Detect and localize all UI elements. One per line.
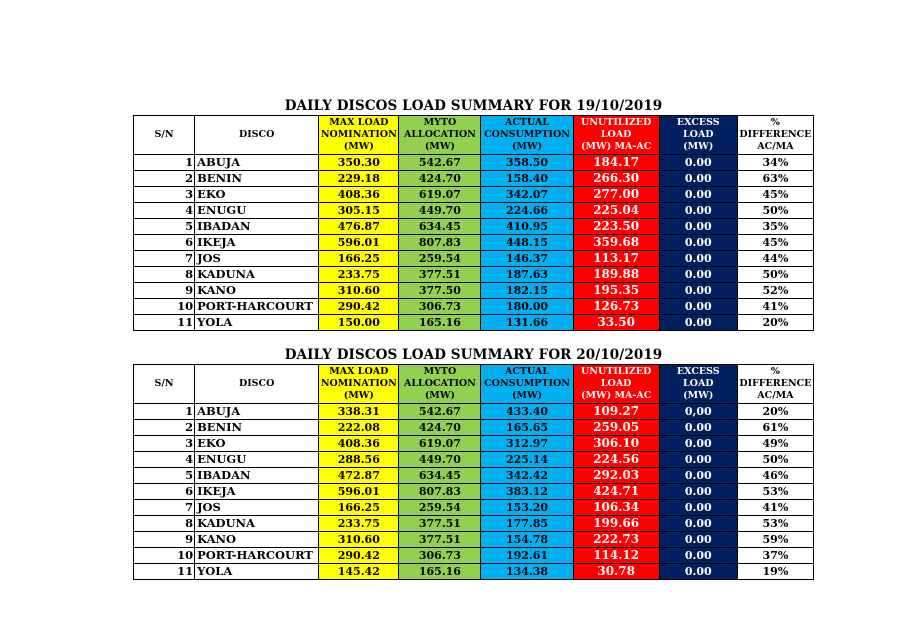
cell-myto: 377.51 [399, 516, 481, 532]
cell-disco: YOLA [195, 315, 319, 331]
cell-actual: 192.61 [481, 548, 573, 564]
header-actual: ACTUAL CONSUMPTION (MW) [481, 116, 573, 155]
cell-excess: 0.00 [659, 468, 737, 484]
cell-unutilized: 277.00 [573, 187, 659, 203]
table-row [134, 299, 814, 315]
cell-unutilized: 109.27 [573, 404, 659, 420]
cell-unutilized: 33.50 [573, 315, 659, 331]
cell-difference: 20% [737, 404, 813, 420]
cell-excess: 0.00 [659, 203, 737, 219]
cell-myto: 165.16 [399, 564, 481, 580]
cell-sn: 2 [134, 171, 195, 187]
cell-difference: 59% [737, 532, 813, 548]
cell-unutilized: 113.17 [573, 251, 659, 267]
cell-max-load: 338.31 [319, 404, 399, 420]
cell-difference: 52% [737, 283, 813, 299]
cell-actual: 154.78 [481, 532, 573, 548]
cell-actual: 165.65 [481, 420, 573, 436]
cell-actual: 146.37 [481, 251, 573, 267]
cell-excess: 0.00 [659, 532, 737, 548]
cell-myto: 807.83 [399, 235, 481, 251]
cell-max-load: 166.25 [319, 251, 399, 267]
header-excess: EXCESS LOAD (MW) [659, 116, 737, 155]
cell-disco: IKEJA [195, 484, 319, 500]
table-row [134, 468, 814, 484]
cell-sn: 4 [134, 203, 195, 219]
cell-myto: 449.70 [399, 452, 481, 468]
load-summary-table [133, 115, 814, 331]
cell-myto: 306.73 [399, 548, 481, 564]
cell-disco: EKO [195, 436, 319, 452]
table-row [134, 548, 814, 564]
header-unutilized: UNUTILIZED LOAD (MW) MA-AC [573, 116, 659, 155]
cell-excess: 0.00 [659, 420, 737, 436]
cell-unutilized: 106.34 [573, 500, 659, 516]
cell-max-load: 472.87 [319, 468, 399, 484]
cell-max-load: 229.18 [319, 171, 399, 187]
cell-difference: 49% [737, 436, 813, 452]
cell-unutilized: 126.73 [573, 299, 659, 315]
cell-excess: 0,00 [659, 404, 737, 420]
cell-unutilized: 114.12 [573, 548, 659, 564]
cell-max-load: 150.00 [319, 315, 399, 331]
table-row [134, 187, 814, 203]
cell-excess: 0.00 [659, 155, 737, 171]
cell-myto: 377.51 [399, 267, 481, 283]
cell-myto: 377.50 [399, 283, 481, 299]
cell-max-load: 305.15 [319, 203, 399, 219]
cell-unutilized: 30.78 [573, 564, 659, 580]
cell-sn: 6 [134, 484, 195, 500]
cell-sn: 10 [134, 299, 195, 315]
cell-unutilized: 184.17 [573, 155, 659, 171]
summary-block-1 [133, 97, 814, 331]
cell-excess: 0.00 [659, 500, 737, 516]
cell-excess: 0.00 [659, 299, 737, 315]
cell-sn: 6 [134, 235, 195, 251]
cell-difference: 50% [737, 203, 813, 219]
header-disco: DISCO [195, 116, 319, 155]
cell-sn: 4 [134, 452, 195, 468]
table-row [134, 436, 814, 452]
table-body [134, 404, 814, 580]
header-sn: S/N [134, 116, 195, 155]
cell-actual: 225.14 [481, 452, 573, 468]
cell-max-load: 166.25 [319, 500, 399, 516]
table-row [134, 283, 814, 299]
cell-myto: 634.45 [399, 468, 481, 484]
cell-unutilized: 199.66 [573, 516, 659, 532]
cell-difference: 41% [737, 299, 813, 315]
table-row [134, 267, 814, 283]
header-max-load: MAX LOAD NOMINATION (MW) [319, 365, 399, 404]
header-difference: % DIFFERENCE AC/MA [737, 116, 813, 155]
cell-myto: 259.54 [399, 251, 481, 267]
cell-max-load: 596.01 [319, 235, 399, 251]
cell-difference: 45% [737, 187, 813, 203]
cell-actual: 448.15 [481, 235, 573, 251]
cell-excess: 0.00 [659, 516, 737, 532]
table-row [134, 516, 814, 532]
cell-actual: 153.20 [481, 500, 573, 516]
table-row [134, 171, 814, 187]
cell-sn: 9 [134, 283, 195, 299]
cell-actual: 158.40 [481, 171, 573, 187]
table-row [134, 315, 814, 331]
cell-disco: BENIN [195, 171, 319, 187]
cell-max-load: 408.36 [319, 187, 399, 203]
table-row [134, 484, 814, 500]
cell-difference: 63% [737, 171, 813, 187]
cell-unutilized: 424.71 [573, 484, 659, 500]
table-title: DAILY DISCOS LOAD SUMMARY FOR 20/10/2019 [284, 347, 663, 363]
header-max-load: MAX LOAD NOMINATION (MW) [319, 116, 399, 155]
cell-sn: 5 [134, 219, 195, 235]
table-row [134, 404, 814, 420]
cell-excess: 0.00 [659, 452, 737, 468]
cell-excess: 0.00 [659, 283, 737, 299]
header-myto: MYTO ALLOCATION (MW) [399, 365, 481, 404]
table-body [134, 155, 814, 331]
cell-actual: 134.38 [481, 564, 573, 580]
cell-unutilized: 292.03 [573, 468, 659, 484]
cell-sn: 10 [134, 548, 195, 564]
cell-actual: 383.12 [481, 484, 573, 500]
cell-excess: 0.00 [659, 315, 737, 331]
cell-max-load: 408.36 [319, 436, 399, 452]
header-sn: S/N [134, 365, 195, 404]
cell-unutilized: 195.35 [573, 283, 659, 299]
cell-max-load: 233.75 [319, 267, 399, 283]
cell-myto: 377.51 [399, 532, 481, 548]
cell-unutilized: 224.56 [573, 452, 659, 468]
table-row [134, 532, 814, 548]
cell-disco: KANO [195, 532, 319, 548]
cell-unutilized: 225.04 [573, 203, 659, 219]
cell-disco: IKEJA [195, 235, 319, 251]
cell-myto: 807.83 [399, 484, 481, 500]
cell-disco: IBADAN [195, 219, 319, 235]
cell-myto: 424.70 [399, 171, 481, 187]
cell-myto: 634.45 [399, 219, 481, 235]
cell-excess: 0.00 [659, 171, 737, 187]
cell-excess: 0.00 [659, 564, 737, 580]
cell-unutilized: 223.50 [573, 219, 659, 235]
cell-myto: 306.73 [399, 299, 481, 315]
cell-excess: 0.00 [659, 235, 737, 251]
cell-max-load: 310.60 [319, 532, 399, 548]
cell-difference: 34% [737, 155, 813, 171]
cell-difference: 20% [737, 315, 813, 331]
header-row [134, 365, 814, 404]
cell-sn: 7 [134, 251, 195, 267]
cell-sn: 1 [134, 155, 195, 171]
cell-sn: 5 [134, 468, 195, 484]
cell-unutilized: 222.73 [573, 532, 659, 548]
cell-excess: 0.00 [659, 484, 737, 500]
cell-actual: 177.85 [481, 516, 573, 532]
cell-disco: JOS [195, 500, 319, 516]
cell-actual: 342.42 [481, 468, 573, 484]
summary-block-2 [133, 346, 814, 580]
cell-disco: PORT-HARCOURT [195, 548, 319, 564]
cell-sn: 3 [134, 187, 195, 203]
cell-sn: 9 [134, 532, 195, 548]
table-row [134, 203, 814, 219]
cell-myto: 259.54 [399, 500, 481, 516]
cell-actual: 182.15 [481, 283, 573, 299]
cell-excess: 0.00 [659, 436, 737, 452]
cell-sn: 7 [134, 500, 195, 516]
cell-sn: 3 [134, 436, 195, 452]
header-myto: MYTO ALLOCATION (MW) [399, 116, 481, 155]
cell-myto: 165.16 [399, 315, 481, 331]
cell-difference: 37% [737, 548, 813, 564]
cell-sn: 2 [134, 420, 195, 436]
cell-actual: 131.66 [481, 315, 573, 331]
cell-myto: 619.07 [399, 187, 481, 203]
cell-difference: 53% [737, 516, 813, 532]
cell-disco: PORT-HARCOURT [195, 299, 319, 315]
cell-disco: KADUNA [195, 516, 319, 532]
cell-disco: ABUJA [195, 404, 319, 420]
cell-sn: 8 [134, 267, 195, 283]
header-disco: DISCO [195, 365, 319, 404]
cell-disco: KADUNA [195, 267, 319, 283]
cell-myto: 542.67 [399, 155, 481, 171]
table-row [134, 420, 814, 436]
header-unutilized: UNUTILIZED LOAD (MW) MA-AC [573, 365, 659, 404]
cell-max-load: 290.42 [319, 299, 399, 315]
table-row [134, 564, 814, 580]
cell-myto: 424.70 [399, 420, 481, 436]
cell-difference: 61% [737, 420, 813, 436]
header-actual: ACTUAL CONSUMPTION (MW) [481, 365, 573, 404]
load-summary-table [133, 364, 814, 580]
cell-unutilized: 266.30 [573, 171, 659, 187]
cell-max-load: 145.42 [319, 564, 399, 580]
cell-difference: 19% [737, 564, 813, 580]
cell-excess: 0.00 [659, 187, 737, 203]
table-row [134, 219, 814, 235]
cell-actual: 312.97 [481, 436, 573, 452]
table-row [134, 452, 814, 468]
cell-max-load: 222.08 [319, 420, 399, 436]
cell-actual: 224.66 [481, 203, 573, 219]
cell-max-load: 233.75 [319, 516, 399, 532]
cell-actual: 410.95 [481, 219, 573, 235]
cell-max-load: 290.42 [319, 548, 399, 564]
header-excess: EXCESS LOAD (MW) [659, 365, 737, 404]
table-row [134, 500, 814, 516]
cell-difference: 53% [737, 484, 813, 500]
cell-max-load: 350.30 [319, 155, 399, 171]
cell-excess: 0.00 [659, 219, 737, 235]
cell-sn: 11 [134, 315, 195, 331]
cell-disco: YOLA [195, 564, 319, 580]
cell-difference: 46% [737, 468, 813, 484]
cell-difference: 44% [737, 251, 813, 267]
header-row [134, 116, 814, 155]
cell-disco: ABUJA [195, 155, 319, 171]
table-row [134, 235, 814, 251]
cell-excess: 0.00 [659, 548, 737, 564]
cell-actual: 342.07 [481, 187, 573, 203]
cell-excess: 0.00 [659, 267, 737, 283]
cell-disco: ENUGU [195, 203, 319, 219]
cell-excess: 0.00 [659, 251, 737, 267]
cell-disco: IBADAN [195, 468, 319, 484]
cell-max-load: 288.56 [319, 452, 399, 468]
cell-unutilized: 306.10 [573, 436, 659, 452]
cell-actual: 187.63 [481, 267, 573, 283]
cell-sn: 1 [134, 404, 195, 420]
cell-difference: 41% [737, 500, 813, 516]
cell-unutilized: 259.05 [573, 420, 659, 436]
cell-actual: 358.50 [481, 155, 573, 171]
cell-myto: 619.07 [399, 436, 481, 452]
cell-actual: 180.00 [481, 299, 573, 315]
cell-difference: 50% [737, 452, 813, 468]
table-row [134, 155, 814, 171]
cell-max-load: 596.01 [319, 484, 399, 500]
table-title: DAILY DISCOS LOAD SUMMARY FOR 19/10/2019 [284, 98, 663, 114]
cell-actual: 433.40 [481, 404, 573, 420]
cell-max-load: 476.87 [319, 219, 399, 235]
cell-disco: ENUGU [195, 452, 319, 468]
cell-difference: 50% [737, 267, 813, 283]
cell-unutilized: 359.68 [573, 235, 659, 251]
cell-disco: BENIN [195, 420, 319, 436]
table-row [134, 251, 814, 267]
cell-myto: 449.70 [399, 203, 481, 219]
cell-myto: 542.67 [399, 404, 481, 420]
cell-difference: 35% [737, 219, 813, 235]
cell-disco: JOS [195, 251, 319, 267]
header-difference: % DIFFERENCE AC/MA [737, 365, 813, 404]
cell-sn: 11 [134, 564, 195, 580]
cell-unutilized: 189.88 [573, 267, 659, 283]
cell-disco: EKO [195, 187, 319, 203]
cell-max-load: 310.60 [319, 283, 399, 299]
cell-disco: KANO [195, 283, 319, 299]
cell-difference: 45% [737, 235, 813, 251]
cell-sn: 8 [134, 516, 195, 532]
